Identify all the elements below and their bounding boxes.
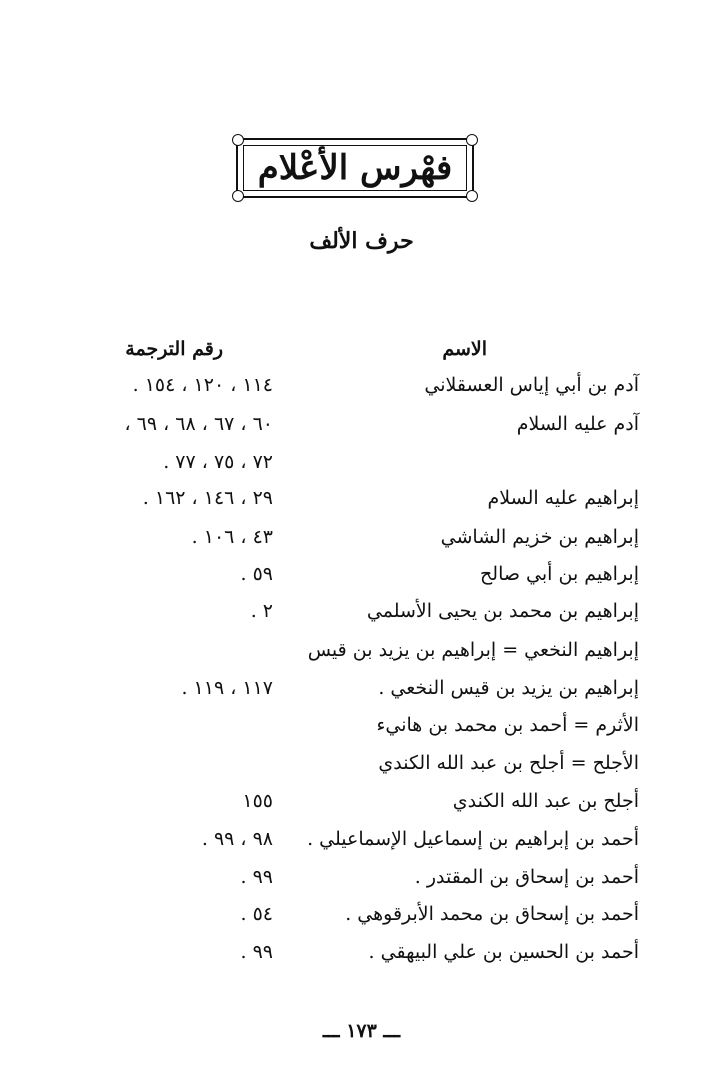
- entry-name: أحمد بن الحسين بن علي البيهقي .: [368, 941, 639, 963]
- entry-name: إبراهيم النخعي = إبراهيم بن يزيد بن قيس: [307, 639, 639, 661]
- title-frame: [236, 138, 474, 198]
- entry-numbers: ٩٩ .: [240, 866, 273, 888]
- entry-numbers: ١١٧ ، ١١٩ .: [181, 677, 273, 699]
- page-number: ـــ ١٧٣ ـــ: [322, 1020, 401, 1042]
- index-row: [0, 828, 723, 864]
- entry-name: آدم عليه السلام: [516, 413, 639, 435]
- entry-name: الأثرم = أحمد بن محمد بن هانيء: [376, 714, 639, 736]
- corner-ornament: [466, 134, 478, 146]
- entry-name: أحمد بن إسحاق بن المقتدر .: [414, 866, 639, 888]
- index-row: [0, 714, 723, 750]
- entry-numbers: ٢٩ ، ١٤٦ ، ١٦٢ .: [142, 487, 273, 509]
- corner-ornament: [232, 190, 244, 202]
- entry-name: أحمد بن إسحاق بن محمد الأبرقوهي .: [345, 903, 639, 925]
- index-row: [0, 790, 723, 826]
- index-row: [0, 451, 723, 487]
- entry-name: أحمد بن إبراهيم بن إسماعيل الإسماعيلي .: [307, 828, 639, 850]
- entry-numbers: ٩٩ .: [240, 941, 273, 963]
- column-header-name: الاسم: [442, 338, 487, 360]
- index-row: [0, 563, 723, 599]
- index-row: [0, 526, 723, 562]
- index-row: [0, 677, 723, 713]
- entry-numbers: ٥٤ .: [240, 903, 273, 925]
- corner-ornament: [466, 190, 478, 202]
- entry-name: الأجلح = أجلح بن عبد الله الكندي: [378, 752, 639, 774]
- entry-numbers: ٤٣ ، ١٠٦ .: [191, 526, 273, 548]
- index-row: [0, 374, 723, 410]
- index-row: [0, 866, 723, 902]
- index-row: [0, 413, 723, 449]
- entry-name: إبراهيم بن محمد بن يحيى الأسلمي: [366, 600, 639, 622]
- entry-name: أجلح بن عبد الله الكندي: [452, 790, 639, 812]
- section-title: حرف الألف: [309, 228, 414, 254]
- index-row: [0, 752, 723, 788]
- entry-name: إبراهيم عليه السلام: [487, 487, 639, 509]
- entry-numbers: ٧٢ ، ٧٥ ، ٧٧ .: [163, 451, 273, 473]
- page-title: فهْرس الأعْلام: [257, 148, 453, 188]
- entry-numbers: ٩٨ ، ٩٩ .: [201, 828, 273, 850]
- entry-name: آدم بن أبي إياس العسقلاني: [424, 374, 639, 396]
- entry-numbers: ١١٤ ، ١٢٠ ، ١٥٤ .: [132, 374, 273, 396]
- index-row: [0, 941, 723, 977]
- entry-name: إبراهيم بن يزيد بن قيس النخعي .: [378, 677, 639, 699]
- corner-ornament: [232, 134, 244, 146]
- entry-numbers: ٥٩ .: [240, 563, 273, 585]
- column-header-number: رقم الترجمة: [125, 338, 223, 360]
- index-row: [0, 487, 723, 523]
- index-row: [0, 903, 723, 939]
- entry-name: إبراهيم بن أبي صالح: [480, 563, 639, 585]
- entry-name: إبراهيم بن خزيم الشاشي: [440, 526, 639, 548]
- entry-numbers: ٦٠ ، ٦٧ ، ٦٨ ، ٦٩ ،: [124, 413, 273, 435]
- index-row: [0, 639, 723, 675]
- entry-numbers: ١٥٥: [242, 790, 273, 812]
- entry-numbers: ٢ .: [250, 600, 273, 622]
- index-row: [0, 600, 723, 636]
